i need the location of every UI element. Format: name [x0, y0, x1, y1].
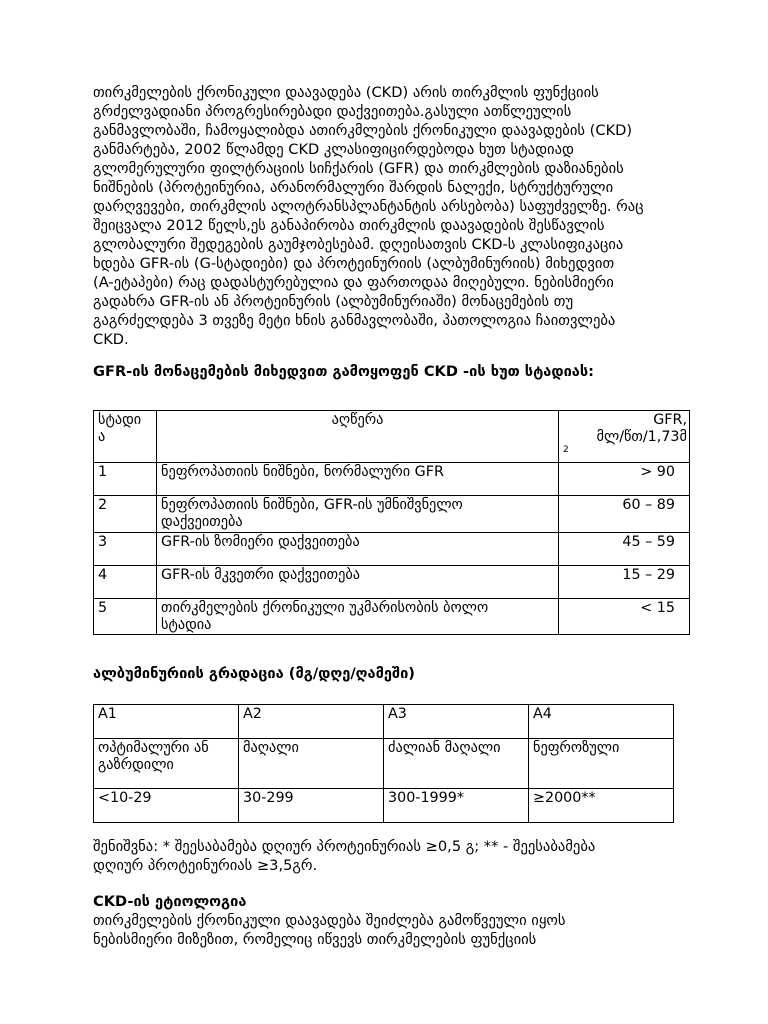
description-cell: GFR-ის ზომიერი დაქვეითება [157, 533, 559, 566]
table-row [94, 599, 690, 635]
intro-line: გლომერულური ფილტრაციის სიჩქარის (GFR) და თირკმლების დაზიანების [93, 160, 624, 177]
albumin-label-cell: ნეფროზული [529, 739, 674, 789]
intro-line: თირკმელების ქრონიკული დაავადება (CKD) არის თირკმლის ფუნქციის [93, 84, 599, 101]
gfr-superscript: 2 [563, 445, 569, 455]
table-row [94, 739, 674, 789]
intro-line: გრძელვადიანი პროგრესირებადი დაქვეითება.გასული ათწლეულის [93, 103, 572, 120]
intro-line: CKD. [93, 331, 129, 348]
intro-line: გლობალური შედეგების გაუმჯობესებამ. დღეისათვის CKD-ს კლასიფიკაცია [93, 236, 624, 253]
intro-line: ხდება GFR-ის (G-სტადიები) და პროტეინურიის (ალბუმინურიის) მიხედვით [93, 255, 615, 272]
albumin-label-cell: ძალიან მაღალი [384, 739, 529, 789]
albuminuria-table [93, 704, 674, 823]
document-page [93, 83, 693, 949]
etiology-paragraph [93, 911, 693, 949]
header-gfr-cell: GFR, მლ/წთ/1,73მ 2 [559, 411, 690, 463]
intro-line: (A-ეტაპები) რაც დადასტურებულია და ფართოდაა მიღებული. ნებისმიერი [93, 274, 614, 291]
intro-line: გადახრა GFR-ის ან პროტეინურის (ალბუმინურიაში) მონაცემების თუ [93, 293, 574, 310]
intro-line: განმავლობაში, ჩამოყალიბდა ათირკმლების ქრონიკული დაავადების (CKD) [93, 122, 633, 139]
header-stage-cell: სტადი ა [94, 411, 157, 463]
description-cell: ნეფროპათიის ნიშნები, GFR-ის უმნიშვნელო დაქვეითება [157, 496, 559, 533]
table-row [94, 789, 674, 823]
stage-cell: 2 [94, 496, 157, 533]
albumin-code-cell: A4 [529, 705, 674, 739]
stages-table [93, 410, 690, 635]
stage-cell: 4 [94, 566, 157, 599]
intro-line: გაგრძელდება 3 თვეზე მეტი ხნის განმავლობაში, პათოლოგია ჩაითვლება [93, 312, 616, 329]
intro-line: განმარტება, 2002 წლამდე CKD კლასიფიცირდებოდა ხუთ სტადიად [93, 141, 574, 158]
stages-heading: GFR-ის მონაცემების მიხედვით გამოყოფენ CKD -ის ხუთ სტადიას: [93, 363, 595, 380]
intro-paragraph [93, 83, 693, 349]
gfr-cell: > 90 [559, 463, 690, 496]
gfr-cell: < 15 [559, 599, 690, 635]
intro-line: ნიშნების (პროტეინურია, არანორმალური შარდის ნალექი, სტრუქტურული [93, 179, 614, 196]
etiology-line: თირკმელების ქრონიკული დაავადება შეიძლება გამოწვეული იყოს [93, 912, 566, 929]
table-header-row [94, 411, 690, 463]
albumin-code-cell: A1 [94, 705, 239, 739]
etiology-line: ნებისმიერი მიზეზით, რომელიც იწვევს თირკმელების ფუნქციის [93, 931, 537, 948]
table-row [94, 566, 690, 599]
stage-cell: 1 [94, 463, 157, 496]
albumin-code-cell: A3 [384, 705, 529, 739]
description-cell: GFR-ის მკვეთრი დაქვეითება [157, 566, 559, 599]
intro-line: დარღვევები, თირკმლის ალოტრანსპლანტანტის არსებობა) საფუძველზე. რაც [93, 198, 644, 215]
albumin-range-cell: ≥2000** [529, 789, 674, 823]
albumin-range-cell: 300-1999* [384, 789, 529, 823]
albumin-heading: ალბუმინურიის გრადაცია (მგ/დღე/ღამეში) [93, 665, 415, 682]
table-row [94, 533, 690, 566]
table-row [94, 463, 690, 496]
stage-cell: 5 [94, 599, 157, 635]
albumin-range-cell: <10-29 [94, 789, 239, 823]
albumin-range-cell: 30-299 [239, 789, 384, 823]
intro-line: შეიცვალა 2012 წელს,ეს განაპირობა თირკმლის დაავადების შესწავლის [93, 217, 605, 234]
gfr-cell: 15 – 29 [559, 566, 690, 599]
gfr-cell: 45 – 59 [559, 533, 690, 566]
stage-cell: 3 [94, 533, 157, 566]
etiology-heading: CKD-ის ეტიოლოგია [93, 893, 247, 910]
table-note: შენიშვნა: * შეესაბამება დღიურ პროტეინურიას ≥0,5 გ; ** - შეესაბამება დღიურ პროტეინურიას ≥3,5გრ. [93, 838, 596, 874]
header-description-cell: აღწერა [157, 411, 559, 463]
gfr-cell: 60 – 89 [559, 496, 690, 533]
table-row [94, 705, 674, 739]
description-cell: თირკმელების ქრონიკული უკმარისობის ბოლო სტადია [157, 599, 559, 635]
albumin-label-cell: მაღალი [239, 739, 384, 789]
albumin-label-cell: ოპტიმალური ან გაზრდილი [94, 739, 239, 789]
albumin-code-cell: A2 [239, 705, 384, 739]
table-row [94, 496, 690, 533]
description-cell: ნეფროპათიის ნიშნები, ნორმალური GFR [157, 463, 559, 496]
